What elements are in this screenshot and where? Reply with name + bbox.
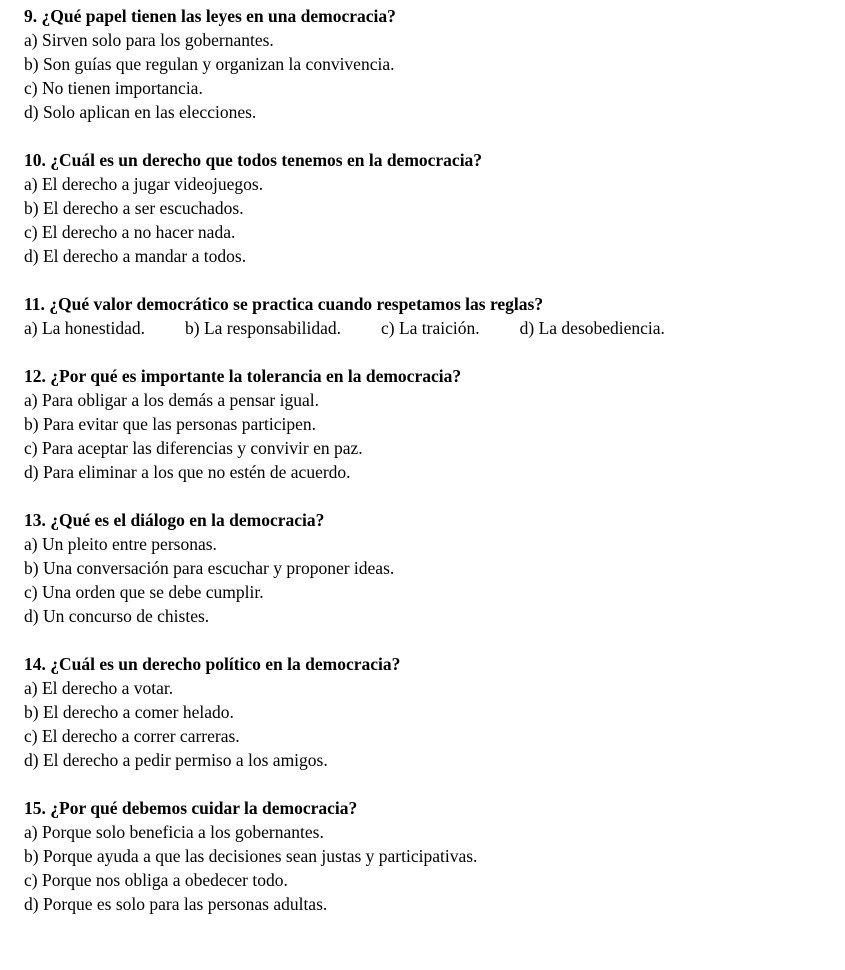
option-a: a) Para obligar a los demás a pensar igual. [24,390,319,410]
question-12 [24,364,845,484]
option-b: b) El derecho a ser escuchados. [24,198,244,218]
question-15 [24,796,845,916]
option-c: c) No tienen importancia. [24,78,203,98]
option-d: d) Porque es solo para las personas adultas. [24,894,328,914]
option-d: d) El derecho a mandar a todos. [24,246,247,266]
question-title: 10. ¿Cuál es un derecho que todos tenemos en la democracia? [24,150,483,170]
question-title: 11. ¿Qué valor democrático se practica cuando respetamos las reglas? [24,294,544,314]
question-title: 9. ¿Qué papel tienen las leyes en una democracia? [24,6,396,26]
option-b: b) Son guías que regulan y organizan la convivencia. [24,54,395,74]
question-title: 12. ¿Por qué es importante la tolerancia en la democracia? [24,366,462,386]
question-14 [24,652,845,772]
option-d: d) El derecho a pedir permiso a los amigos. [24,750,328,770]
question-10 [24,148,845,268]
question-title: 14. ¿Cuál es un derecho político en la democracia? [24,654,401,674]
question-13 [24,508,845,628]
option-a: a) La honestidad. [24,318,145,338]
option-b: b) La responsabilidad. [185,318,341,338]
option-c: c) El derecho a no hacer nada. [24,222,236,242]
option-d: d) Un concurso de chistes. [24,606,210,626]
option-c: c) Porque nos obliga a obedecer todo. [24,870,288,890]
option-a: a) El derecho a jugar videojuegos. [24,174,264,194]
option-a: a) Porque solo beneficia a los gobernantes. [24,822,324,842]
option-a: a) Un pleito entre personas. [24,534,217,554]
option-b: b) El derecho a comer helado. [24,702,234,722]
option-b: b) Una conversación para escuchar y proponer ideas. [24,558,395,578]
option-c: c) Para aceptar las diferencias y convivir en paz. [24,438,363,458]
option-c: c) La traición. [381,318,480,338]
option-b: b) Porque ayuda a que las decisiones sean justas y participativas. [24,846,478,866]
question-title: 15. ¿Por qué debemos cuidar la democracia? [24,798,358,818]
option-d: d) Para eliminar a los que no estén de acuerdo. [24,462,351,482]
option-d: d) Solo aplican en las elecciones. [24,102,257,122]
question-title: 13. ¿Qué es el diálogo en la democracia? [24,510,325,530]
option-a: a) Sirven solo para los gobernantes. [24,30,274,50]
option-a: a) El derecho a votar. [24,678,174,698]
question-9 [24,4,845,124]
option-c: c) El derecho a correr carreras. [24,726,240,746]
option-d: d) La desobediencia. [519,318,665,338]
question-11 [24,292,845,340]
option-b: b) Para evitar que las personas participen. [24,414,317,434]
inline-options-row [24,316,845,340]
quiz-page [0,4,845,970]
option-c: c) Una orden que se debe cumplir. [24,582,264,602]
